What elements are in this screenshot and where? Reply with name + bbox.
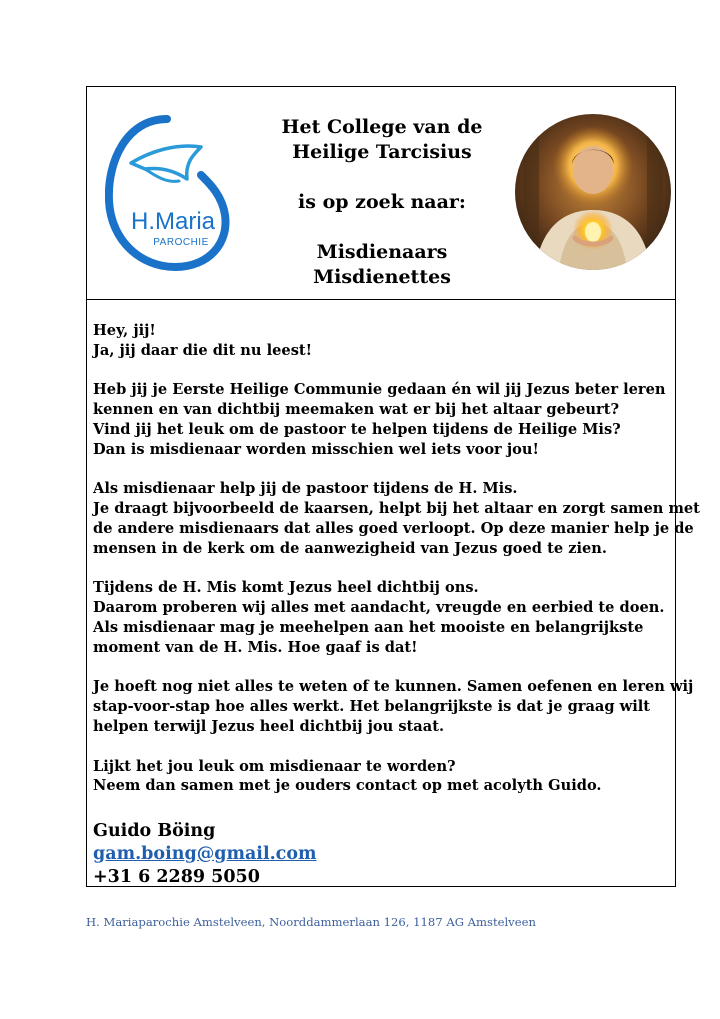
text-line: Daarom proberen wij alles met aandacht, vreugde en eerbied te doen.: [93, 599, 665, 617]
paragraph: [93, 578, 673, 657]
text-line: stap-voor-stap hoe alles werkt. Het belangrijkste is dat je graag wilt: [93, 698, 651, 716]
contact-name: Guido Böing: [93, 821, 216, 841]
contact-block: [93, 820, 673, 889]
saint-tarcisius-portrait: [515, 114, 671, 270]
flyer-frame: [86, 86, 700, 887]
h-maria-parochie-logo: [105, 111, 233, 271]
text-line: Dan is misdienaar worden misschien wel iets voor jou!: [93, 440, 539, 458]
flyer-body: [93, 321, 700, 816]
text-line: Neem dan samen met je ouders contact op met acolyth Guido.: [93, 777, 602, 795]
text-line: helpen terwijl Jezus heel dichtbij jou staat.: [93, 717, 445, 735]
text-line: mensen in de kerk om de aanwezigheid van Jezus goed te zien.: [93, 539, 608, 557]
paragraph: [93, 380, 673, 459]
logo-wordmark: H.Maria: [130, 208, 216, 235]
page-footer: H. Mariaparochie Amstelveen, Noorddammerlaan 126, 1187 AG Amstelveen: [86, 915, 536, 929]
text-line: Als misdienaar mag je meehelpen aan het mooiste en belangrijkste: [93, 618, 644, 636]
paragraph: [93, 479, 700, 558]
text-line: Als misdienaar help jij de pastoor tijdens de H. Mis.: [93, 480, 518, 498]
text-line: Lijkt het jou leuk om misdienaar te worden?: [93, 757, 456, 775]
text-line: Je draagt bijvoorbeeld de kaarsen, helpt bij het altaar en zorgt samen met: [93, 500, 700, 518]
text-line: Je hoeft nog niet alles te weten of te kunnen. Samen oefenen en leren wij: [93, 678, 694, 696]
title-line: Misdienaars: [316, 241, 448, 263]
text-line: de andere misdienaars dat alles goed verloopt. Op deze manier help je de: [93, 519, 694, 537]
flyer-title: [267, 115, 497, 290]
paragraph: [93, 677, 694, 736]
header-row: [87, 87, 675, 300]
logo-subtitle: PAROCHIE: [153, 237, 209, 248]
text-line: Hey, jij!: [93, 322, 156, 339]
title-line: Misdienettes: [313, 266, 451, 288]
title-line: Het College van de: [281, 116, 483, 138]
title-line: is op zoek naar:: [298, 191, 466, 213]
text-line: Heb jij je Eerste Heilige Communie gedaan én wil jij Jezus beter leren: [93, 381, 666, 399]
paragraph: [93, 321, 673, 361]
text-line: Ja, jij daar die dit nu leest!: [93, 341, 313, 359]
contact-email-link[interactable]: gam.boing@gmail.com: [93, 844, 317, 864]
text-line: moment van de H. Mis. Hoe gaaf is dat!: [93, 638, 418, 656]
contact-phone: +31 6 2289 5050: [93, 867, 260, 887]
paragraph: [93, 757, 673, 797]
text-line: kennen en van dichtbij meemaken wat er bij het altaar gebeurt?: [93, 401, 620, 419]
text-line: Tijdens de H. Mis komt Jezus heel dichtbij ons.: [93, 579, 479, 597]
title-line: Heilige Tarcisius: [292, 141, 472, 163]
text-line: Vind jij het leuk om de pastoor te helpen tijdens de Heilige Mis?: [93, 420, 621, 438]
